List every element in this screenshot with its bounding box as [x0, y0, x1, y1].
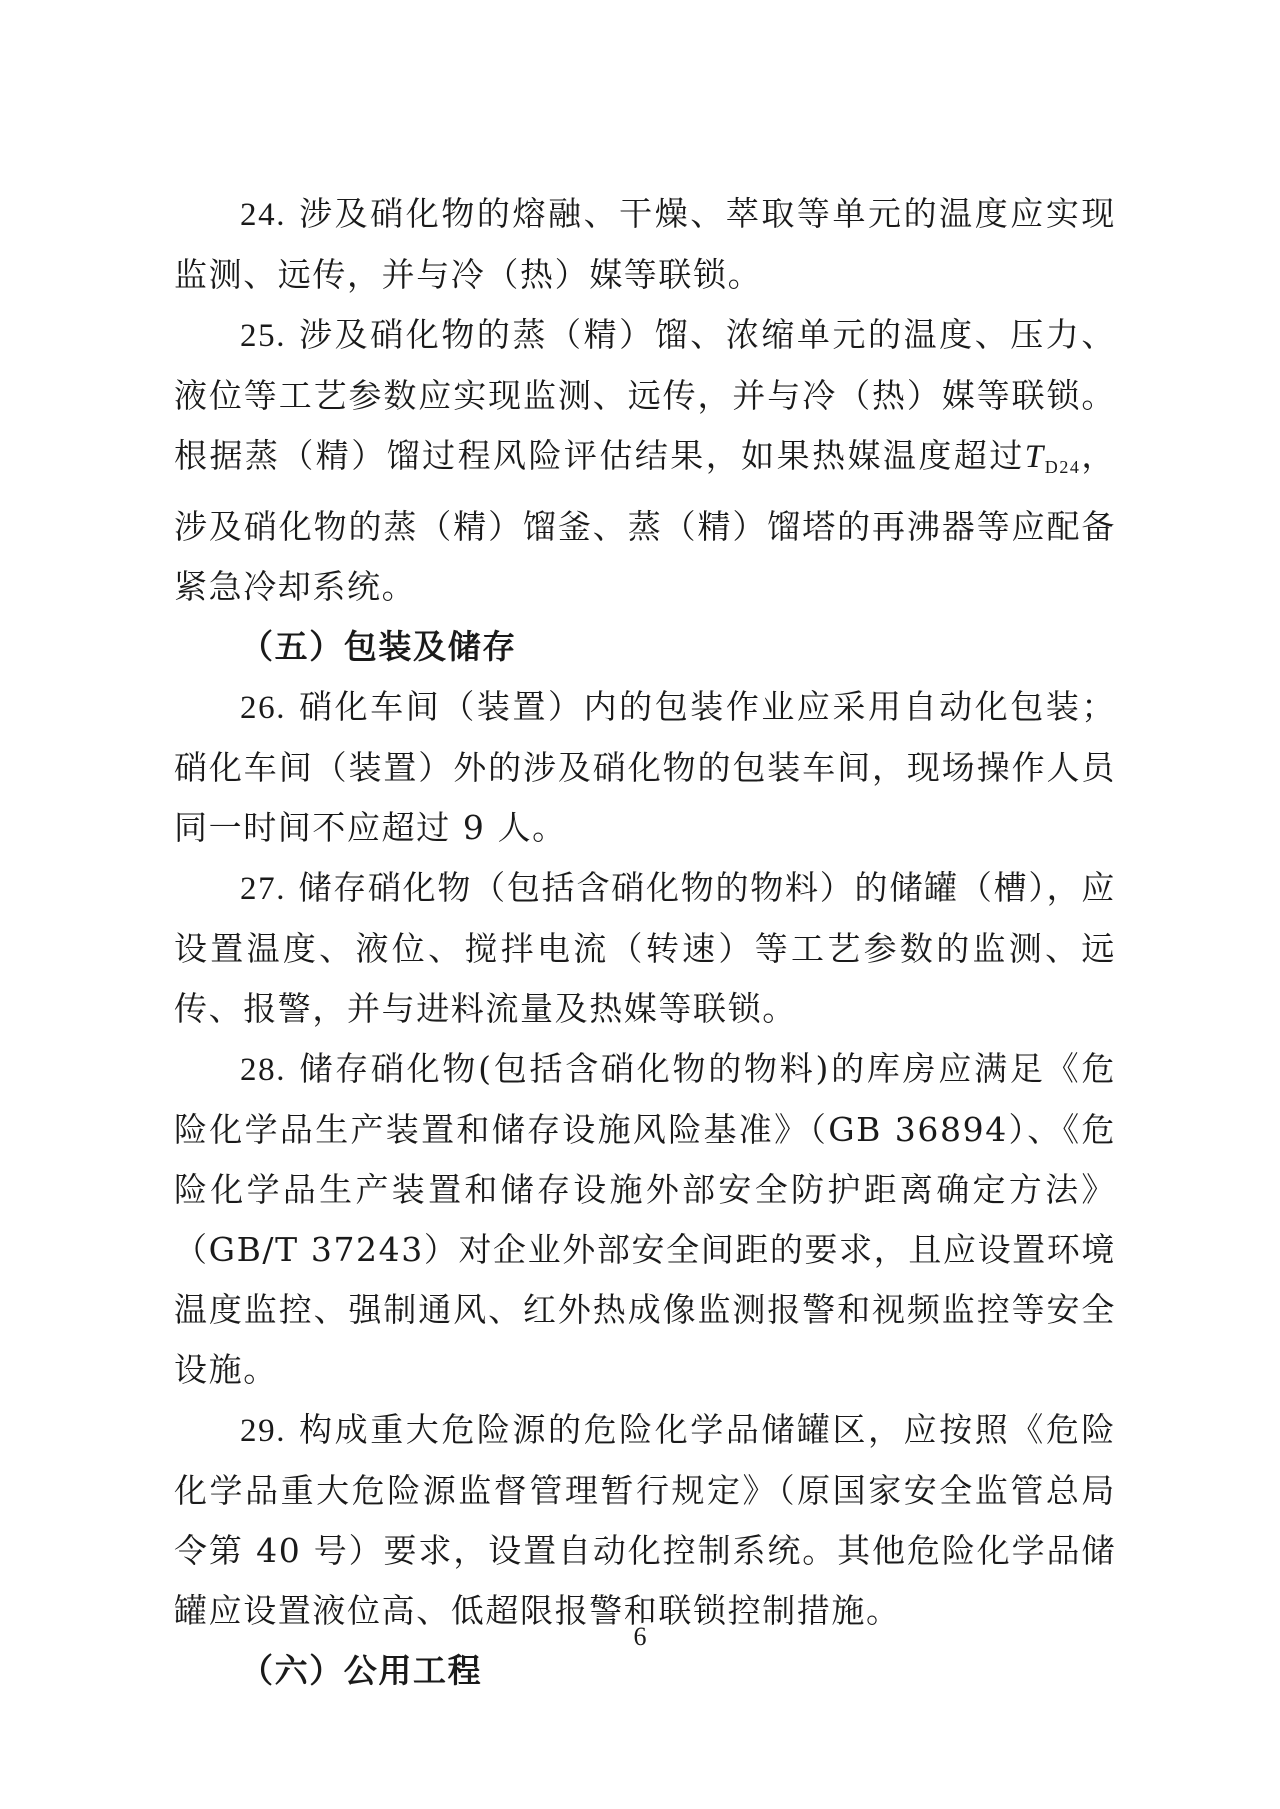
item-24-number: 24.	[240, 197, 287, 233]
item-27-text: 储存硝化物（包括含硝化物的物料）的储罐（槽），应设置温度、液位、搅拌电流（转速）等工艺参数的监测、远传、报警，并与进料流量及热媒等联锁。	[174, 868, 1117, 1028]
item-25-text-after: ，涉及硝化物的蒸（精）馏釜、蒸（精）馏塔的再沸器等应配备紧急冷却系统。	[174, 436, 1116, 606]
item-27-number: 27.	[240, 871, 287, 907]
item-29-text: 构成重大危险源的危险化学品储罐区，应按照《危险化学品重大危险源监督管理暂行规定》（原国家安全监管总局令第 40 号）要求，设置自动化控制系统。其他危险化学品储罐应设置液位高、低超限报警和联锁控制措施。	[174, 1410, 1116, 1630]
item-26-number: 26.	[240, 690, 287, 726]
item-28-text: 储存硝化物(包括含硝化物的物料)的库房应满足《危险化学品生产装置和储存设施风险基准》（GB 36894）、《危险化学品生产装置和储存设施外部安全防护距离确定方法》（GB/T 37243）对企业外部安全间距的要求，且应设置环境温度监控、强制通风、红外热成像监测报警和视频监控等安全设施。	[174, 1049, 1116, 1389]
temperature-symbol-subscript: D24	[1044, 457, 1081, 477]
item-29-number: 29.	[240, 1413, 287, 1449]
item-28	[174, 1039, 1116, 1400]
temperature-symbol	[1025, 439, 1081, 475]
item-29	[174, 1400, 1116, 1641]
item-25-number: 25.	[240, 318, 287, 354]
temperature-symbol-letter: T	[1024, 439, 1045, 475]
item-27	[174, 858, 1116, 1039]
item-28-number: 28.	[240, 1052, 287, 1088]
item-25	[174, 305, 1116, 617]
section-heading-utilities: （六）公用工程	[240, 1651, 483, 1690]
section-heading-packaging-storage: （五）包装及储存	[240, 627, 517, 666]
document-body	[174, 184, 1116, 1701]
item-26	[174, 677, 1116, 858]
item-25-text-before: 涉及硝化物的蒸（精）馏、浓缩单元的温度、压力、液位等工艺参数应实现监测、远传，并与冷（热）媒等联锁。根据蒸（精）馏过程风险评估结果，如果热媒温度超过	[174, 315, 1116, 475]
item-24	[174, 184, 1116, 305]
item-26-text: 硝化车间（装置）内的包装作业应采用自动化包装；硝化车间（装置）外的涉及硝化物的包装车间，现场操作人员同一时间不应超过 9 人。	[174, 687, 1116, 847]
item-24-text: 涉及硝化物的熔融、干燥、萃取等单元的温度应实现监测、远传，并与冷（热）媒等联锁。	[174, 194, 1116, 294]
page-number: 6	[633, 1622, 647, 1651]
